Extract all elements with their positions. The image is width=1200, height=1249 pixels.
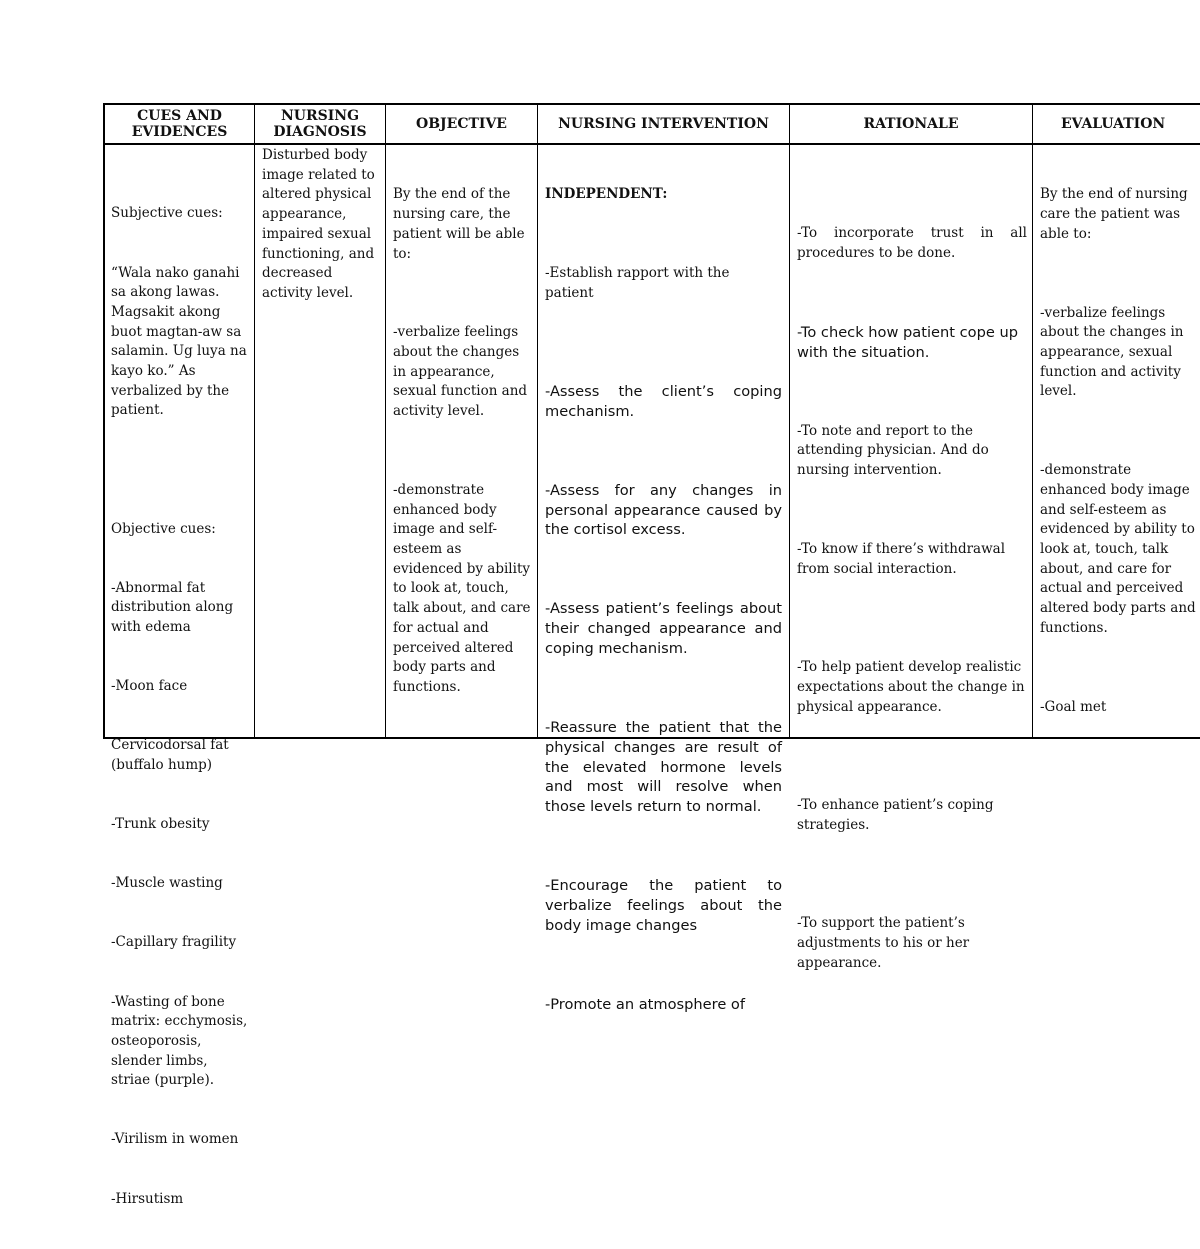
nursing-care-plan-table xyxy=(103,103,1200,1207)
rationale-item: -To help patient develop realistic expectations about the change in physical appearance. xyxy=(797,659,1029,715)
objective-intro: By the end of the nursing care, the patient will be able to: xyxy=(393,186,529,262)
header-rationale: RATIONALE xyxy=(863,116,959,132)
evaluation-item: -verbalize feelings about the changes in appearance, sexual function and activity level. xyxy=(1040,304,1188,400)
cue-item: -Abnormal fat distribution along with edema xyxy=(111,579,238,636)
rationale-item: -To support the patient’s adjustments to his or her appearance. xyxy=(797,915,974,971)
intervention-item: -Assess patient’s feelings about their changed appearance and coping mechanism. xyxy=(545,600,787,657)
intervention-item: -Encourage the patient to verbalize feelings about the body image changes xyxy=(545,877,787,934)
rationale-item: -To know if there’s withdrawal from social interaction. xyxy=(797,540,1010,577)
cue-item: Cervicodorsal fat (buffalo hump) xyxy=(111,737,233,774)
subjective-quote: “Wala nako ganahi sa akong lawas. Magsakit akong buot magtan-aw sa salamin. Ug luya na kayo ko.” As verbalized by the patient. xyxy=(111,264,252,419)
intervention-item: -Assess the client’s coping mechanism. xyxy=(545,383,787,420)
header-objective: OBJECTIVE xyxy=(416,116,507,132)
intervention-item: -Promote an atmosphere of xyxy=(545,995,746,1013)
column-divider xyxy=(385,105,386,737)
evaluation-intro: By the end of nursing care the patient was able to: xyxy=(1040,186,1192,242)
column-divider xyxy=(537,105,538,737)
cue-item: -Muscle wasting xyxy=(111,875,223,892)
cues-cell xyxy=(111,165,251,1249)
cue-item: -Hirsutism xyxy=(111,1190,184,1207)
intervention-item: -Assess for any changes in personal appearance caused by the cortisol excess. xyxy=(545,481,787,539)
rationale-item: -To enhance patient’s coping strategies. xyxy=(797,797,998,833)
header-cues: CUES AND EVIDENCES xyxy=(131,108,228,140)
column-divider xyxy=(789,105,790,737)
column-divider xyxy=(1032,105,1033,737)
cue-item: -Wasting of bone matrix: ecchymosis, osteoporosis, slender limbs, striae (purple). xyxy=(111,993,252,1089)
intervention-cell xyxy=(545,146,787,1054)
evaluation-goal: -Goal met xyxy=(1040,698,1107,715)
objective-item: -verbalize feelings about the changes in appearance, sexual function and activity level. xyxy=(393,324,532,420)
header-divider xyxy=(105,143,1200,145)
evaluation-cell xyxy=(1040,146,1200,757)
rationale-item: -To note and report to the attending physician. And do nursing intervention. xyxy=(797,422,994,479)
diagnosis-cell: Disturbed body image related to altered physical appearance, impaired sexual functioning, and decreased activity level. xyxy=(262,147,380,301)
rationale-item: -To incorporate trust in all procedures to be done. xyxy=(797,225,1032,262)
rationale-item: -To check how patient cope up with the situation. xyxy=(797,323,1023,361)
intervention-item: -Establish rapport with the patient xyxy=(545,265,734,301)
subjective-label: Subjective cues: xyxy=(111,205,223,222)
column-divider xyxy=(254,105,255,737)
spacer xyxy=(111,461,251,481)
cue-item: -Moon face xyxy=(111,678,188,695)
rationale-cell xyxy=(797,185,1032,1013)
objective-cell xyxy=(393,146,533,737)
header-evaluation: EVALUATION xyxy=(1061,116,1166,132)
objective-item: -demonstrate enhanced body image and self-esteem as evidenced by ability to look at, touch, talk about, and care for actual and perceived altered body parts and functions. xyxy=(393,481,535,695)
cue-item: -Trunk obesity xyxy=(111,816,210,833)
header-diagnosis: NURSING DIAGNOSIS xyxy=(273,108,367,140)
cue-item: -Virilism in women xyxy=(111,1131,239,1148)
header-intervention: NURSING INTERVENTION xyxy=(558,116,769,132)
cue-item: -Capillary fragility xyxy=(111,934,237,951)
intervention-item: -Reassure the patient that the physical changes are result of the elevated hormone levels and most will resolve when those levels return to normal. xyxy=(545,719,787,816)
intervention-heading: INDEPENDENT: xyxy=(545,186,668,203)
objective-label: Objective cues: xyxy=(111,520,216,537)
evaluation-item: -demonstrate enhanced body image and self-esteem as evidenced by ability to look at, touch, talk about, and care for actual and perceived altered body parts and functions. xyxy=(1040,462,1200,636)
